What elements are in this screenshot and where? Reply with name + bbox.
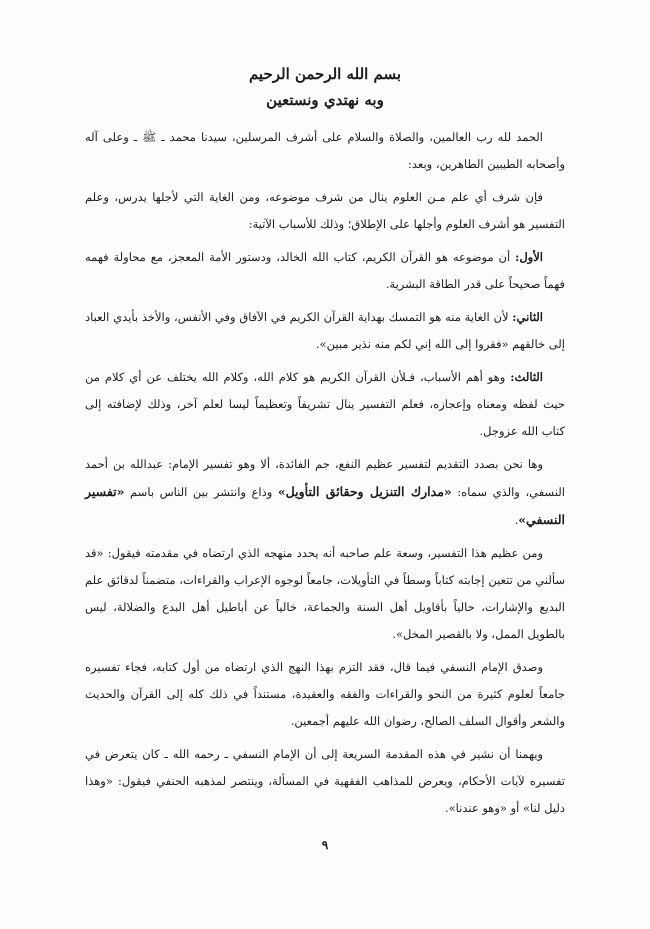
paragraph-reason-first (85, 244, 565, 298)
book-intro-end: . (514, 513, 519, 527)
paragraph-honor-of-tafsir: فإن شرف أي علم مـن العلوم ينال من شرف موضوعه، ومن الغاية التي لأجلها يدرس، وعلم التفسير هو أشرف العلوم وأجلها على الإطلاق؛ وذلك للأسباب الآتية: (85, 190, 565, 231)
book-intro-text-a: وها نحن بصدد التقديم لتفسير عظيم النفع، جم الفائدة، ألا وهو تفسير الإمام: عبدالله بن أحمد النسفي، والذي سماه: (85, 457, 565, 499)
reason-third-text: وهو أهم الأسباب، فـلأن القرآن الكريم هو كلام الله، وكلام الله يختلف عن أي كلام من حيث لفظه ومعناه وإعجازه، فعلم التفسير ينال تشريفاً وتعظيماً ليسا لعلم آخر، وذلك لإضافته إلى كتاب الله عزوجل. (85, 370, 565, 438)
paragraph-intro: الحمد لله رب العالمين، والصلاة والسلام على أشرف المرسلين، سيدنا محمد ـ ﷺ ـ وعلى آله وأصحابه الطيبين الطاهرين، وبعد: (85, 130, 565, 171)
reason-second-label: الثاني: (512, 310, 543, 324)
book-title: «مدارك التنزيل وحقائق التأويل» (277, 484, 452, 499)
paragraph-author-method: ومن عظيم هذا التفسير، وسعة علم صاحبه أنه يحدد منهجه الذي ارتضاه في مقدمته فيقول: «قد سألني من تتعين إجابته كتاباً وسطاً في التأويلات، جامعاً لوجوه الإعراب والقراءات، متضمناً لدقائق علم البديع والإشارات، حالياً بأقاويل أهل السنة والجماعة، خالياً عن أباطيل أهل البدع والضلالة، ليس بالطويل الممل، ولا بالقصير المخل». (85, 546, 565, 641)
reason-first-label: الأول: (515, 250, 543, 264)
reason-third-label: الثالث: (510, 370, 543, 384)
subtitle-heading: وبه نهتدي ونستعين (266, 91, 384, 109)
book-intro-text-b: وذاع وانتشر بين الناس باسم (124, 485, 278, 499)
paragraph-fiqh-rulings: ويهمنا أن نشير في هذه المقدمة السريعة إلى أن الإمام النسفي ـ رحمه الله ـ كان يتعرض في تفسيره لآيات الأحكام، ويعرض للمذاهب الفقهية في المسألة، وينتصر لمذهبه الحنفي فيقول: «وهذا دليل لنا» أو «وهو عندنا». (85, 747, 565, 815)
paragraph-book-introduction (85, 451, 565, 534)
paragraph-reason-third (85, 364, 565, 445)
paragraph-reason-second (85, 304, 565, 358)
basmala-heading: بسم الله الرحمن الرحيم (248, 65, 402, 83)
paragraph-nasafi-commitment: وصدق الإمام النسفي فيما قال، فقد التزم بهذا النهج الذي ارتضاه من أول كتابه، فجاء تفسيره جامعاً لعلوم كثيرة من النحو والقراءات والفقه والعقيدة، مستنداً في ذلك كله إلى القرآن والحديث والشعر وأقوال السلف الصالح، رضوان الله عليهم أجمعين. (85, 660, 565, 728)
page-number: ٩ (321, 838, 329, 852)
reason-first-text: أن موضوعه هو القرآن الكريم، كتاب الله الخالد، ودستور الأمة المعجز، مع محاولة فهمه فهماً صحيحاً على قدر الطاقة البشرية. (85, 250, 565, 291)
reason-second-text: لأن الغاية منه هو التمسك بهداية القرآن الكريم في الآفاق وفي الأنفس، والأخذ بأيدي العباد إلى خالقهم «فقروا إلى الله إني لكم منه نذير مبين». (85, 310, 565, 351)
book-popular-title: «تفسير النسفي» (85, 484, 565, 527)
